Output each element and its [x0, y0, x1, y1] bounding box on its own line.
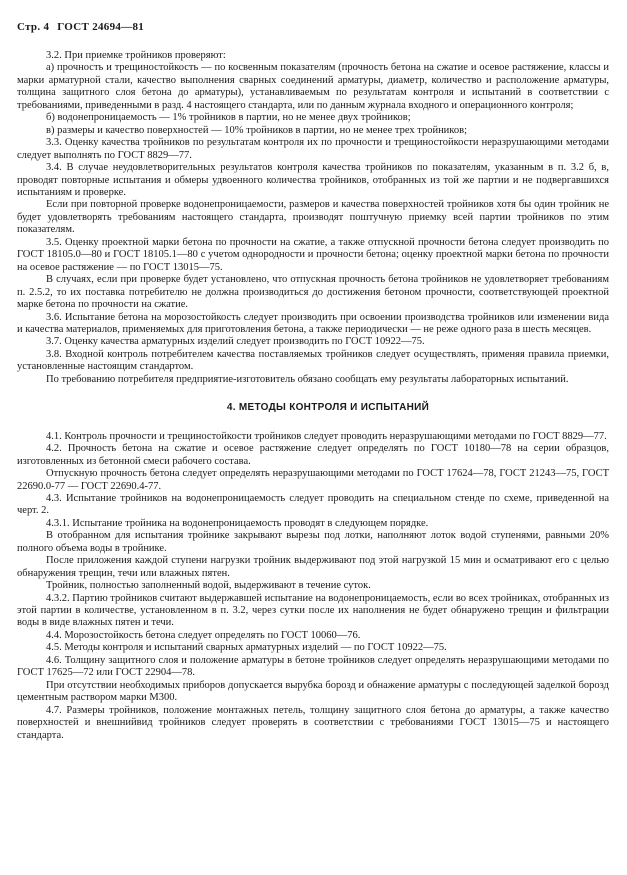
- standard-number: ГОСТ 24694—81: [57, 21, 145, 33]
- paragraph: Отпускную прочность бетона следует определять неразрушающими методами по ГОСТ 17624—78, ГОСТ 21243—75, ГОСТ 22690.0-77 — ГОСТ 22690.4-77.: [17, 468, 609, 492]
- paragraph: 4.3.2. Партию тройников считают выдержавшей испытание на водонепроницаемость, если во всех тройниках, отобранных из этой партии в количестве, установленном в п. 3.2, через сутки после их наполнения не будет обнаружено трещин и фильтрации воды в виде влажных пятен и течи.: [17, 592, 609, 629]
- paragraph: По требованию потребителя предприятие-изготовитель обязано сообщать ему результаты лабораторных испытаний.: [46, 373, 569, 385]
- paragraph: 3.7. Оценку качества арматурных изделий следует производить по ГОСТ 10922—75.: [46, 336, 425, 348]
- section-heading: 4. МЕТОДЫ КОНТРОЛЯ И ИСПЫТАНИЙ: [226, 402, 430, 414]
- paragraph: 3.8. Входной контроль потребителем качества поставляемых тройников следует осуществлять, применяя правила приемки, установленные настоящим стандартом.: [17, 348, 609, 373]
- paragraph: В отобранном для испытания тройнике закрывают вырезы под лотки, наполняют лоток водой ступенями, равными 20% полного объема воды в тройнике.: [17, 530, 609, 554]
- paragraph: Если при повторной проверке водонепроницаемости, размеров и качества поверхностей тройников хотя бы один тройник не будет удовлетворять требованиям настоящего стандарта, производят поштучную приемку всей партии тройников по этим показателям.: [17, 199, 609, 236]
- paragraph: 3.3. Оценку качества тройников по результатам контроля их по прочности и трещиностойкости неразрушающими методами следует выполнять по ГОСТ 8829—77.: [17, 137, 609, 161]
- paragraph: а) прочность и трещиностойкость — по косвенным показателям (прочность бетона на сжатие и осевое растяжение, классы и марки арматурной стали, качество выполнения сварных соединений арматуры, диаметр, количество и расположение арматуры, толщина защитного слоя бетона до арматуры), устанавливаемым по результатам контроля и испытаний в соответствии с требованиями, приведенными в разд. 4 настоящего стандарта, или по данным журнала входного и операционного контроля;: [17, 62, 609, 111]
- paragraph: 4.1. Контроль прочности и трещиностойкости тройников следует проводить неразрушающими методами по ГОСТ 8829—77.: [46, 430, 607, 442]
- paragraph: 4.5. Методы контроля и испытаний сварных арматурных изделий — по ГОСТ 10922—75.: [46, 642, 447, 654]
- paragraph: После приложения каждой ступени нагрузки тройник выдерживают под этой нагрузкой 15 мин и осматривают его с целью обнаружения трещин, течи или влажных пятен.: [17, 555, 609, 579]
- paragraph: 4.4. Морозостойкость бетона следует определять по ГОСТ 10060—76.: [46, 629, 361, 641]
- paragraph: Тройник, полностью заполненный водой, выдерживают в течение суток.: [46, 580, 371, 592]
- section-3-continued: [17, 50, 609, 386]
- paragraph: 4.7. Размеры тройников, положение монтажных петель, толщину защитного слоя бетона до арматуры, а также качество поверхностей и внешнийвид тройников следует проверять в соответствии с требованиями ГОСТ 13015—75 и настоящего стандарта.: [17, 704, 609, 741]
- page-header: [17, 21, 144, 33]
- section-4: [17, 431, 609, 742]
- paragraph: 4.3. Испытание тройников на водонепроницаемость следует проводить на специальном стенде по схеме, приведенной на черт. 2.: [17, 492, 609, 517]
- paragraph: При отсутствии необходимых приборов допускается вырубка борозд и обнажение арматуры с последующей заделкой борозд цементным раствором марки М300.: [17, 679, 609, 704]
- paragraph: 4.6. Толщину защитного слоя и положение арматуры в бетоне тройников следует определять неразрушающими методами по ГОСТ 17625—72 или ГОСТ 22904—78.: [17, 654, 609, 679]
- paragraph: 3.5. Оценку проектной марки бетона по прочности на сжатие, а также отпускной прочности бетона следует производить по ГОСТ 18105.0—80 и ГОСТ 18105.1—80 с учетом однородности и прочности бетона; оценку проектной марки бетона по прочности на осевое растяжение — по ГОСТ 13015—75.: [17, 236, 609, 273]
- paragraph: В случаях, если при проверке будет установлено, что отпускная прочность бетона тройников не удовлетворяет требованиям п. 2.5.2, то их поставка потребителю не должна производиться до достижения бетоном прочности, соответствующей проектной марке бетона по прочности на сжатие.: [17, 274, 609, 311]
- paragraph: б) водонепроницаемость — 1% тройников в партии, но не менее двух тройников;: [46, 112, 411, 124]
- paragraph: 3.2. При приемке тройников проверяют:: [46, 50, 226, 61]
- paragraph: 3.6. Испытание бетона на морозостойкость следует производить при освоении производства тройников или изменении вида и качества материалов, применяемых для приготовления бетона, а также периодически — не реже одного раза в шесть месяцев.: [17, 311, 609, 335]
- page-number: Стр. 4: [17, 21, 50, 33]
- paragraph: 4.2. Прочность бетона на сжатие и осевое растяжение следует определять по ГОСТ 10180—78 на серии образцов, изготовленных из бетонной смеси рабочего состава.: [17, 443, 609, 467]
- paragraph: в) размеры и качество поверхностей — 10% тройников в партии, но не менее трех тройников;: [46, 124, 467, 136]
- paragraph: 3.4. В случае неудовлетворительных результатов контроля качества тройников по показателям, указанным в п. 3.2 б, в, проводят повторные испытания и обмеры удвоенного количества тройников, отобранных из той же партии и не подвергавшихся испытаниям и проверке.: [17, 162, 609, 198]
- paragraph: 4.3.1. Испытание тройника на водонепроницаемость проводят в следующем порядке.: [46, 517, 429, 529]
- document-body: [17, 50, 609, 742]
